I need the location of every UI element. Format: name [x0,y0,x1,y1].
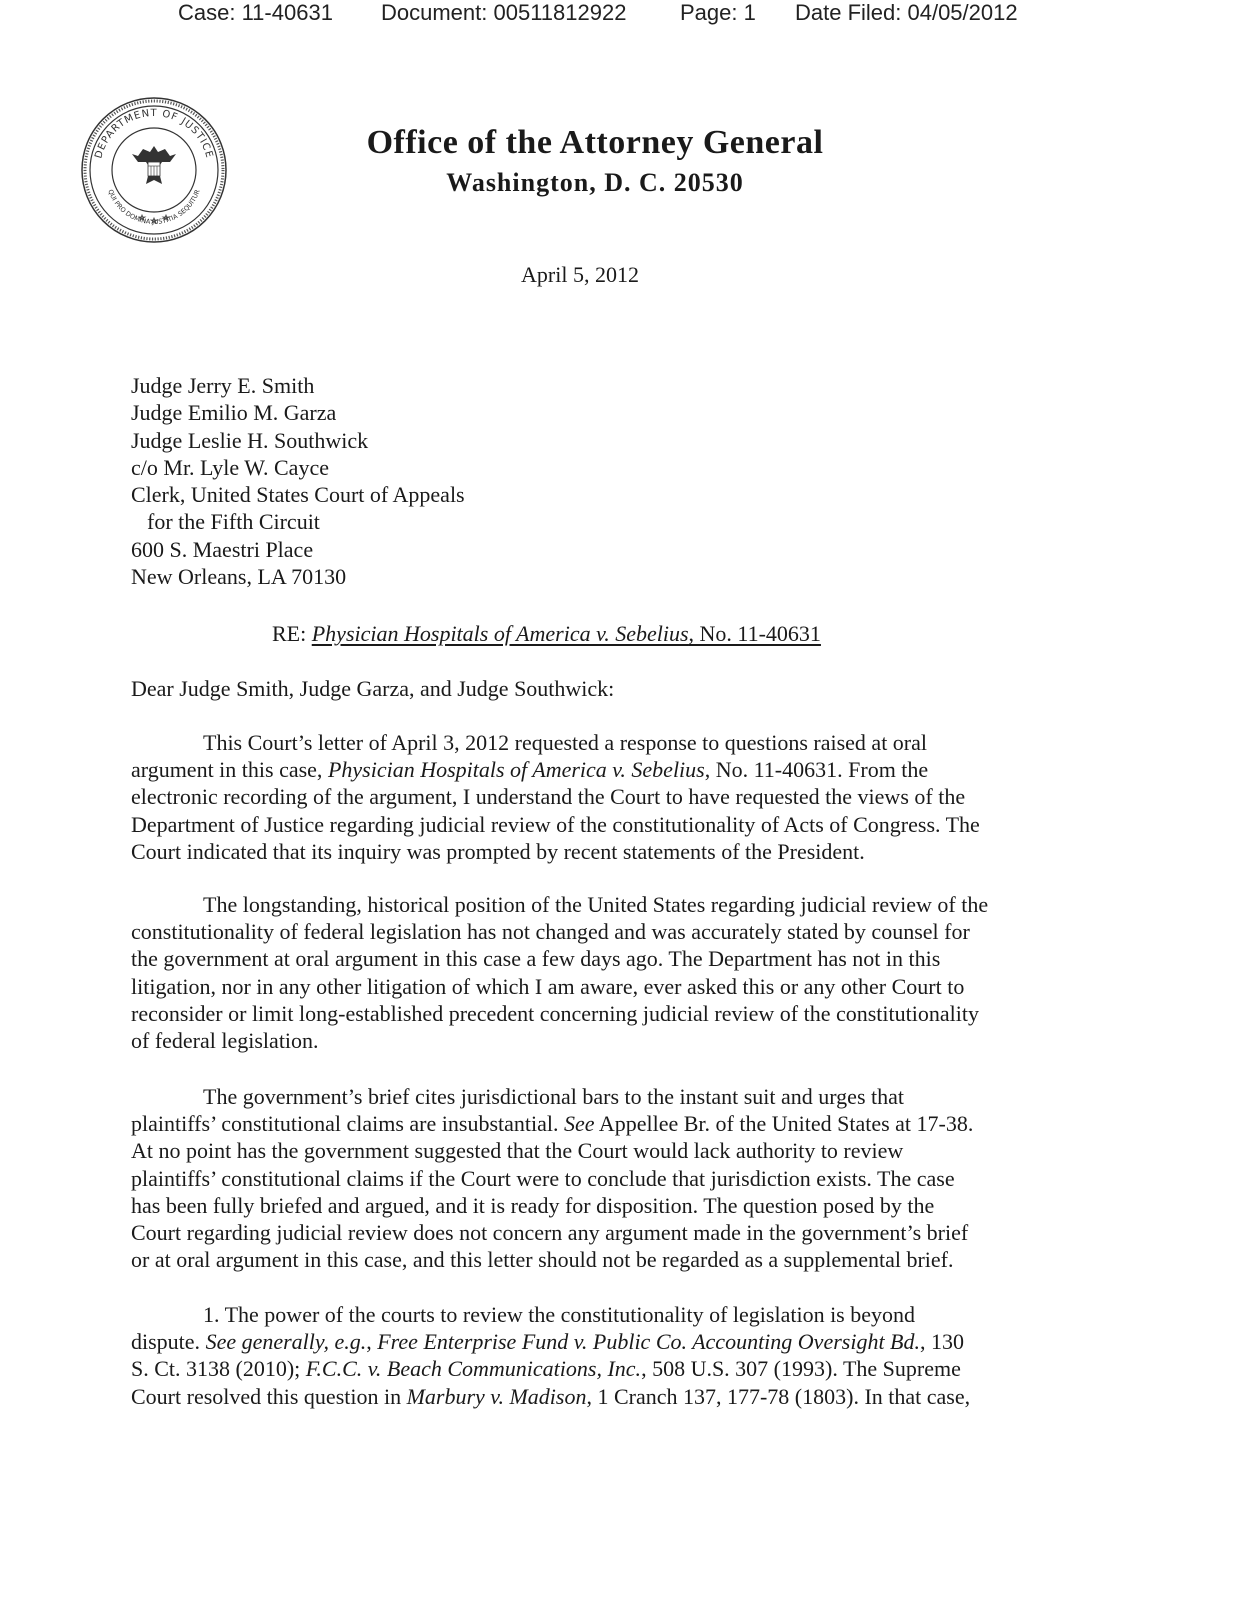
paragraph-line: At no point has the government suggested that the Court would lack authority to review [131,1138,904,1164]
filing-header [0,0,1238,30]
svg-text:QUI PRO DOMINA JUSTITIA SEQUIT: QUI PRO DOMINA JUSTITIA SEQUITUR [106,188,202,227]
paragraph-line: 1. The power of the courts to review the constitutionality of legislation is beyond [203,1302,916,1327]
salutation: Dear Judge Smith, Judge Garza, and Judge Southwick: [131,676,615,701]
addressee-line: Judge Emilio M. Garza [131,400,337,426]
paragraph-line: plaintiffs’ constitutional claims if the Court were to conclude that jurisdiction exists. The case [131,1165,955,1191]
paragraph-line: This Court’s letter of April 3, 2012 requested a response to questions raised at oral [203,730,928,755]
paragraph-line: Court indicated that its inquiry was prompted by recent statements of the President. [131,838,865,864]
body-paragraph-3 [131,1083,1071,1273]
re-case [312,621,821,646]
paragraph-line: the government at oral argument in this case a few days ago. The Department has not in this [131,946,941,972]
paragraph-line: or at oral argument in this case, and this letter should not be regarded as a supplemental brief. [131,1247,954,1273]
case-citation: Physician Hospitals of America v. Sebelius [327,757,705,783]
addressee-line: Clerk, United States Court of Appeals [131,482,465,508]
re-case-name: Physician Hospitals of America v. Sebelius [311,621,689,646]
body-paragraph-4 [131,1301,1071,1410]
body-paragraph-2 [131,891,1071,1054]
addressee-line: New Orleans, LA 70130 [131,564,347,590]
paragraph-line: argument in this case, Physician Hospitals of America v. Sebelius, No. 11-40631. From the [131,757,929,783]
re-label: RE: [272,621,307,646]
addressee-line: Judge Leslie H. Southwick [131,427,369,453]
paragraph-line: litigation, nor in any other litigation of which I am aware, ever asked this or any other Court to [131,973,965,999]
signal-see: See [564,1111,595,1137]
paragraph-line: electronic recording of the argument, I understand the Court to have requested the views of the [131,784,966,810]
paragraph-line: of federal legislation. [131,1028,319,1054]
addressee-line: c/o Mr. Lyle W. Cayce [131,454,329,480]
case-citation: F.C.C. v. Beach Communications, Inc. [305,1356,642,1382]
signal-see-generally: See generally, e.g. [205,1329,367,1355]
addressee-block [131,372,465,590]
page-number: Page: 1 [680,0,756,25]
addressee-line: for the Fifth Circuit [147,509,320,535]
body-paragraph-1 [131,729,1071,865]
paragraph-line: S. Ct. 3138 (2010); F.C.C. v. Beach Communications, Inc., 508 U.S. 307 (1993). The Supreme [131,1356,961,1382]
addressee-line: 600 S. Maestri Place [131,536,314,562]
paragraph-line: reconsider or limit long-established precedent concerning judicial review of the constitutionality [131,1000,979,1026]
paragraph-line: has been fully briefed and argued, and it is ready for disposition. The question posed by the [131,1192,935,1218]
case-citation: Marbury v. Madison [406,1383,587,1409]
re-line [272,621,821,647]
office-address: Washington, D. C. 20530 [446,168,744,197]
re-case-number: , No. 11-40631 [688,621,821,646]
paragraph-line: Court resolved this question in Marbury v. Madison, 1 Cranch 137, 177-78 (1803). In that case, [131,1383,971,1409]
document-number: Document: 00511812922 [381,0,627,25]
paragraph-line: The government’s brief cites jurisdictional bars to the instant suit and urges that [203,1084,904,1109]
paragraph-line: plaintiffs’ constitutional claims are insubstantial. See Appellee Br. of the United States at 17-38. [131,1111,974,1137]
case-citation: Free Enterprise Fund v. Public Co. Accounting Oversight Bd. [377,1329,920,1355]
addressee-line: Judge Jerry E. Smith [131,373,315,398]
svg-text:DEPARTMENT OF JUSTICE: DEPARTMENT OF JUSTICE [93,107,215,160]
paragraph-line: The longstanding, historical position of the United States regarding judicial review of the [203,892,989,917]
paragraph-line: constitutionality of federal legislation has not changed and was accurately stated by counsel for [131,919,970,945]
date-filed: Date Filed: 04/05/2012 [795,0,1018,25]
paragraph-line: Court regarding judicial review does not concern any argument made in the government’s brief [131,1220,969,1246]
paragraph-line: Department of Justice regarding judicial review of the constitutionality of Acts of Congress. The [131,811,980,837]
office-title: Office of the Attorney General [366,124,824,161]
paragraph-line: dispute. See generally, e.g., Free Enterprise Fund v. Public Co. Accounting Oversight Bd., 130 [131,1329,964,1355]
letter-date: April 5, 2012 [521,262,639,287]
case-number: Case: 11-40631 [178,0,333,25]
